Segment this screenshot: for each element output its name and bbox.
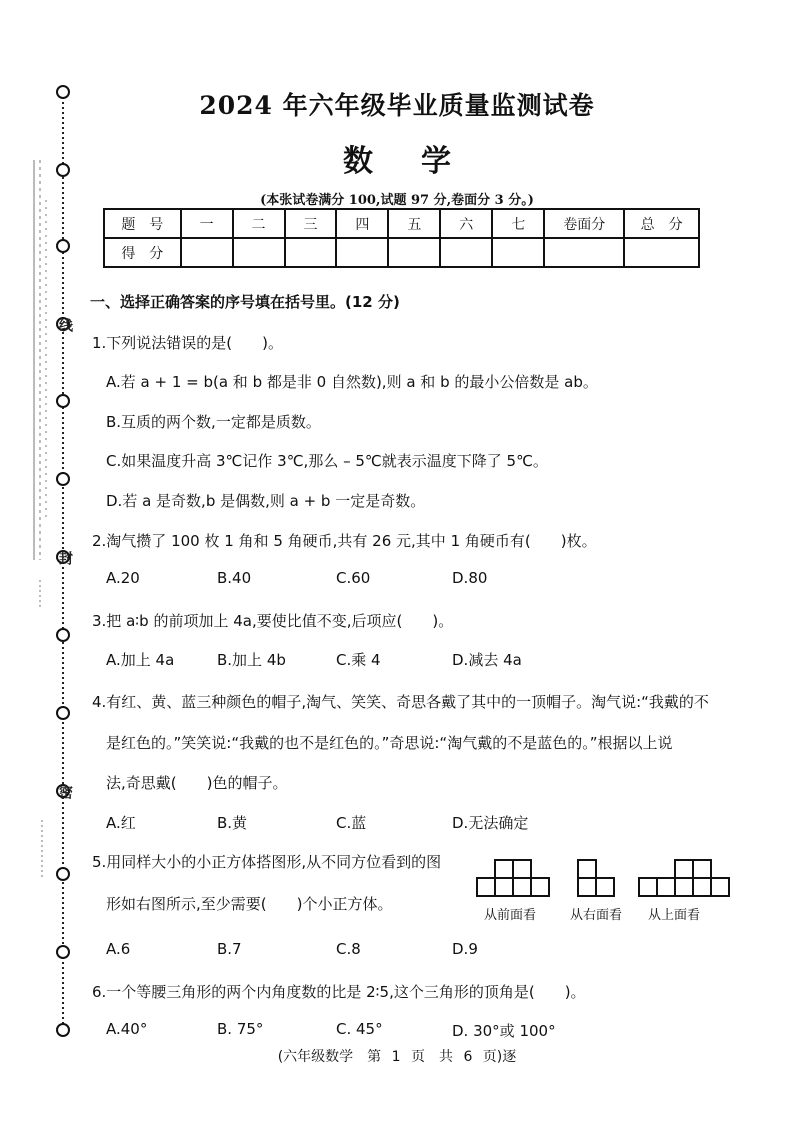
- score-cell: [181, 238, 233, 267]
- score-cell: [388, 238, 440, 267]
- score-cell: [233, 238, 285, 267]
- question-3-stem: 3.把 a∶b 的前项加上 4a,要使比值不变,后项应( )。: [92, 612, 454, 630]
- score-cell: [336, 238, 388, 267]
- question-5-choice-d: D.9: [452, 940, 478, 958]
- score-table-header: 卷面分: [544, 209, 624, 238]
- question-6-choice-d: D. 30°或 100°: [452, 1022, 556, 1040]
- question-1-stem: 1.下列说法错误的是( )。: [92, 334, 284, 352]
- margin-label-dense: 密: [57, 785, 73, 799]
- question-2-choice-a: A.20: [106, 569, 140, 587]
- score-table-score-row: [104, 238, 699, 267]
- score-note: (本张试卷满分 100,试题 97 分,卷面分 3 分。): [260, 193, 534, 208]
- score-cell: [544, 238, 624, 267]
- question-6-stem: 6.一个等腰三角形的两个内角度数的比是 2∶5,这个三角形的顶角是( )。: [92, 983, 586, 1001]
- score-table-header-row: [104, 209, 699, 238]
- question-2-stem: 2.淘气攒了 100 枚 1 角和 5 角硬币,共有 26 元,其中 1 角硬币有( )枚。: [92, 532, 597, 550]
- question-5-choice-b: B.7: [217, 940, 242, 958]
- right-view-figure: [577, 858, 617, 898]
- score-table-header: 六: [440, 209, 492, 238]
- question-4-choice-c: C.蓝: [336, 814, 367, 832]
- question-1-option-d: D.若 a 是奇数,b 是偶数,则 a + b 一定是奇数。: [106, 492, 426, 510]
- question-1-option-a: A.若 a + 1 = b(a 和 b 都是非 0 自然数),则 a 和 b 的最小公倍数是 ab。: [106, 373, 598, 391]
- question-2-choice-d: D.80: [452, 569, 488, 587]
- score-table-header: 一: [181, 209, 233, 238]
- top-view-figure: [638, 858, 738, 898]
- question-1-option-c: C.如果温度升高 3℃记作 3℃,那么 – 5℃就表示温度下降了 5℃。: [106, 452, 548, 470]
- question-4-stem-line-2: 是红色的。”笑笑说:“我戴的也不是红色的。”奇思说:“淘气戴的不是蓝色的。”根据以上说: [106, 734, 673, 752]
- score-table-header: 三: [285, 209, 337, 238]
- score-table-header: 二: [233, 209, 285, 238]
- page-footer: (六年级数学 第 1 页 共 6 页)逐: [277, 1049, 517, 1065]
- question-1-option-b: B.互质的两个数,一定都是质数。: [106, 413, 321, 431]
- front-view-caption: 从前面看: [484, 908, 537, 923]
- score-cell: [624, 238, 699, 267]
- question-3-choice-b: B.加上 4b: [217, 651, 286, 669]
- question-5-stem-line-2: 形如右图所示,至少需要( )个小正方体。: [106, 895, 393, 913]
- question-4-choice-b: B.黄: [217, 814, 248, 832]
- score-cell: [285, 238, 337, 267]
- question-4-stem-line-1: 4.有红、黄、蓝三种颜色的帽子,淘气、笑笑、奇思各戴了其中的一顶帽子。淘气说:“我戴的不: [92, 693, 709, 711]
- question-6-choice-c: C. 45°: [336, 1020, 383, 1038]
- question-5-choice-a: A.6: [106, 940, 131, 958]
- question-2-choice-c: C.60: [336, 569, 371, 587]
- right-view-caption: 从右面看: [570, 908, 623, 923]
- margin-label-seal: 封: [57, 551, 73, 565]
- score-table-header: 五: [388, 209, 440, 238]
- question-3-choice-d: D.减去 4a: [452, 651, 522, 669]
- score-table: [103, 208, 700, 268]
- margin-label-line: 线: [57, 318, 73, 332]
- front-view-figure: [476, 858, 556, 898]
- score-table-header: 题 号: [104, 209, 181, 238]
- subject-title: 数学: [343, 144, 499, 179]
- question-2-choice-b: B.40: [217, 569, 252, 587]
- question-5-stem-line-1: 5.用同样大小的小正方体搭图形,从不同方位看到的图: [92, 853, 442, 871]
- score-cell: [492, 238, 544, 267]
- question-4-choice-a: A.红: [106, 814, 136, 832]
- question-3-choice-a: A.加上 4a: [106, 651, 175, 669]
- score-table-header: 四: [336, 209, 388, 238]
- top-view-caption: 从上面看: [648, 908, 701, 923]
- question-6-choice-b: B. 75°: [217, 1020, 264, 1038]
- score-cell: [440, 238, 492, 267]
- score-table-header: 七: [492, 209, 544, 238]
- question-5-choice-c: C.8: [336, 940, 361, 958]
- question-6-choice-a: A.40°: [106, 1020, 148, 1038]
- question-3-choice-c: C.乘 4: [336, 651, 381, 669]
- score-table-header: 总 分: [624, 209, 699, 238]
- section-heading: 一、选择正确答案的序号填在括号里。(12 分): [90, 293, 400, 311]
- score-row-label: 得 分: [104, 238, 181, 267]
- page-title: 2024 年六年级毕业质量监测试卷: [199, 91, 595, 120]
- question-4-choice-d: D.无法确定: [452, 814, 529, 832]
- question-4-stem-line-3: 法,奇思戴( )色的帽子。: [106, 774, 288, 792]
